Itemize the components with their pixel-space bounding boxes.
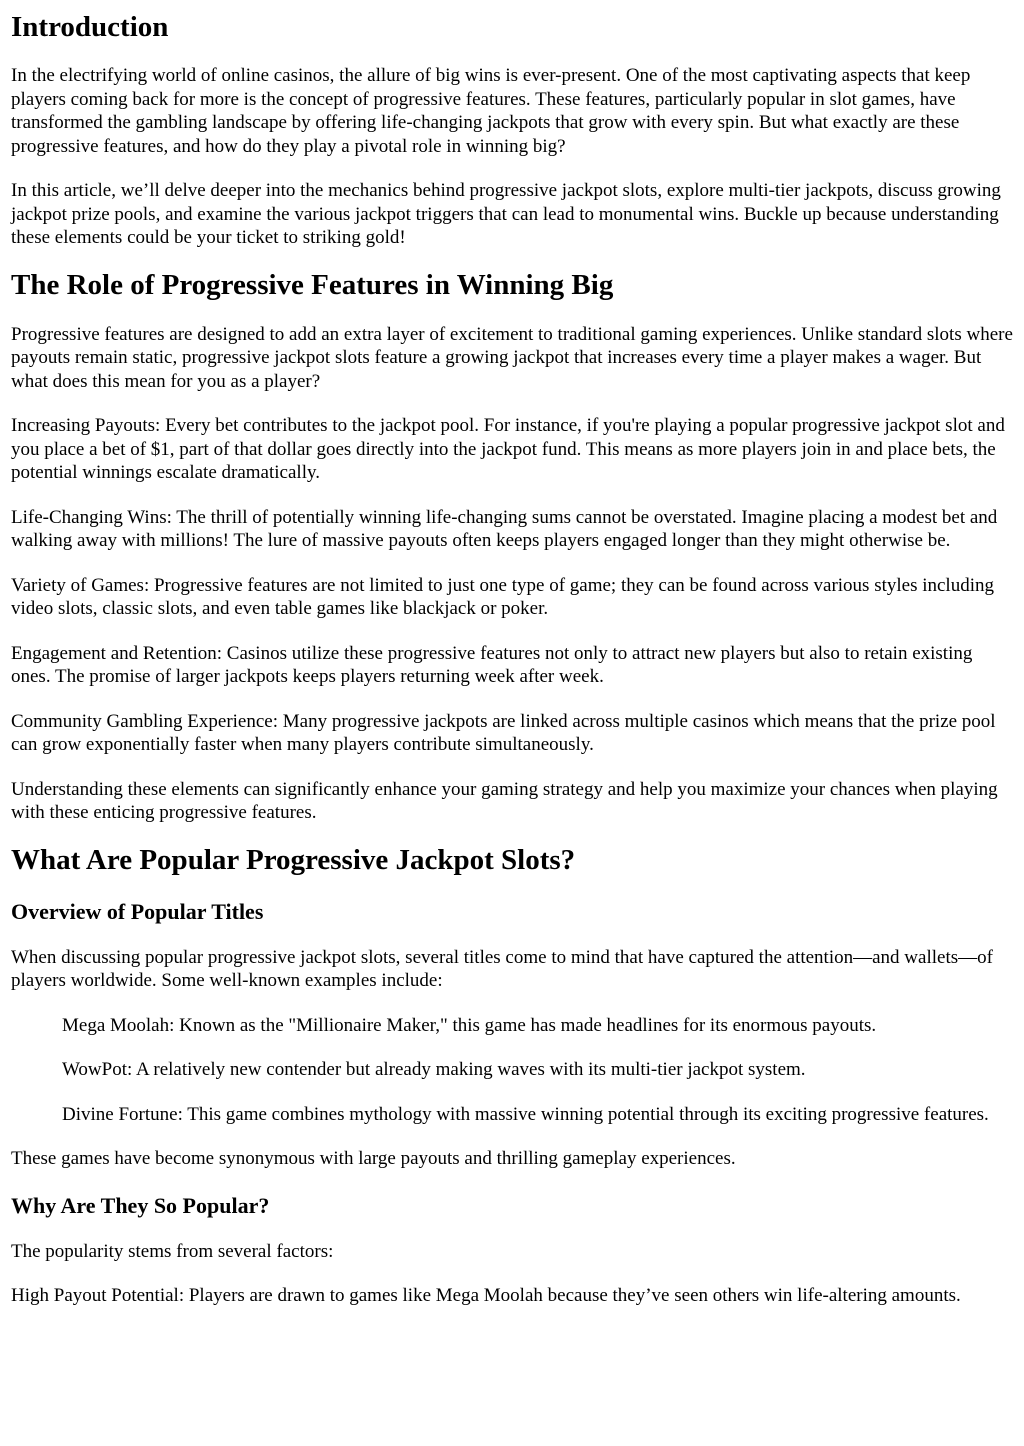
- blockquote-mega-moolah: [62, 1014, 1013, 1038]
- quote-text: Mega Moolah: Known as the "Millionaire Maker," this game has made headlines for its enormous payouts.: [62, 1014, 877, 1036]
- paragraph-overview-intro: When discussing popular progressive jackpot slots, several titles come to mind that have captured the attention—and wallets—of players worldwide. Some well-known examples include:: [11, 946, 993, 991]
- quote-text: Divine Fortune: This game combines mythology with massive winning potential through its exciting progressive features.: [62, 1103, 989, 1125]
- blockquote-divine-fortune: [62, 1103, 1013, 1127]
- subheading-why-so-popular: Why Are They So Popular?: [11, 1192, 270, 1218]
- subheading-overview-popular-titles: Overview of Popular Titles: [11, 898, 264, 924]
- paragraph-these-games: These games have become synonymous with large payouts and thrilling gameplay experiences.: [11, 1148, 736, 1169]
- blockquote-wowpot: [62, 1058, 1013, 1082]
- paragraph-intro-1: In the electrifying world of online casinos, the allure of big wins is ever-present. One of the most captivating aspects that keep players coming back for more is the concept of progressive features. These features, particularly popular in slot games, have transformed the gambling landscape by offering life-changing jackpots that grow with every spin. But what exactly are these progressive features, and how do they play a pivotal role in winning big?: [11, 65, 971, 157]
- paragraph-variety-of-games: Variety of Games: Progressive features are not limited to just one type of game; they can be found across various styles including video slots, classic slots, and even table games like blackjack or poker.: [11, 574, 994, 619]
- quote-text: WowPot: A relatively new contender but already making waves with its multi-tier jackpot system.: [62, 1059, 806, 1080]
- paragraph-life-changing-wins: Life-Changing Wins: The thrill of potentially winning life-changing sums cannot be overstated. Imagine placing a modest bet and walking away with millions! The lure of massive payouts often keeps players engaged longer than they might otherwise be.: [11, 506, 998, 551]
- paragraph-role-1: Progressive features are designed to add an extra layer of excitement to traditional gaming experiences. Unlike standard slots where payouts remain static, progressive jackpot slots feature a growing jackpot that increases every time a player makes a wager. But what does this mean for you as a player?: [11, 323, 1013, 392]
- paragraph-community-gambling: Community Gambling Experience: Many progressive jackpots are linked across multiple casinos which means that the prize pool can grow exponentially faster when many players contribute simultaneously.: [11, 710, 996, 755]
- paragraph-popularity-stems: The popularity stems from several factors:: [11, 1240, 334, 1262]
- paragraph-understanding: Understanding these elements can significantly enhance your gaming strategy and help you maximize your chances when playing with these enticing progressive features.: [11, 778, 998, 823]
- paragraph-increasing-payouts: Increasing Payouts: Every bet contributes to the jackpot pool. For instance, if you're playing a popular progressive jackpot slot and you place a bet of $1, part of that dollar goes directly into the jackpot fund. This means as more players join in and place bets, the potential winnings escalate dramatically.: [11, 415, 1005, 483]
- heading-popular-progressive-jackpot-slots: What Are Popular Progressive Jackpot Slots?: [11, 843, 576, 876]
- paragraph-engagement-retention: Engagement and Retention: Casinos utilize these progressive features not only to attract new players but also to retain existing ones. The promise of larger jackpots keeps players returning week after week.: [11, 642, 973, 687]
- paragraph-intro-2: In this article, we’ll delve deeper into the mechanics behind progressive jackpot slots, explore multi-tier jackpots, discuss growing jackpot prize pools, and examine the various jackpot triggers that can lead to monumental wins. Buckle up because understanding these elements could be your ticket to striking gold!: [11, 180, 1001, 248]
- heading-introduction: Introduction: [11, 11, 169, 43]
- heading-role-of-progressive-features: The Role of Progressive Features in Winning Big: [11, 268, 614, 301]
- paragraph-high-payout-potential: High Payout Potential: Players are drawn to games like Mega Moolah because they’ve seen others win life-altering amounts.: [11, 1285, 961, 1306]
